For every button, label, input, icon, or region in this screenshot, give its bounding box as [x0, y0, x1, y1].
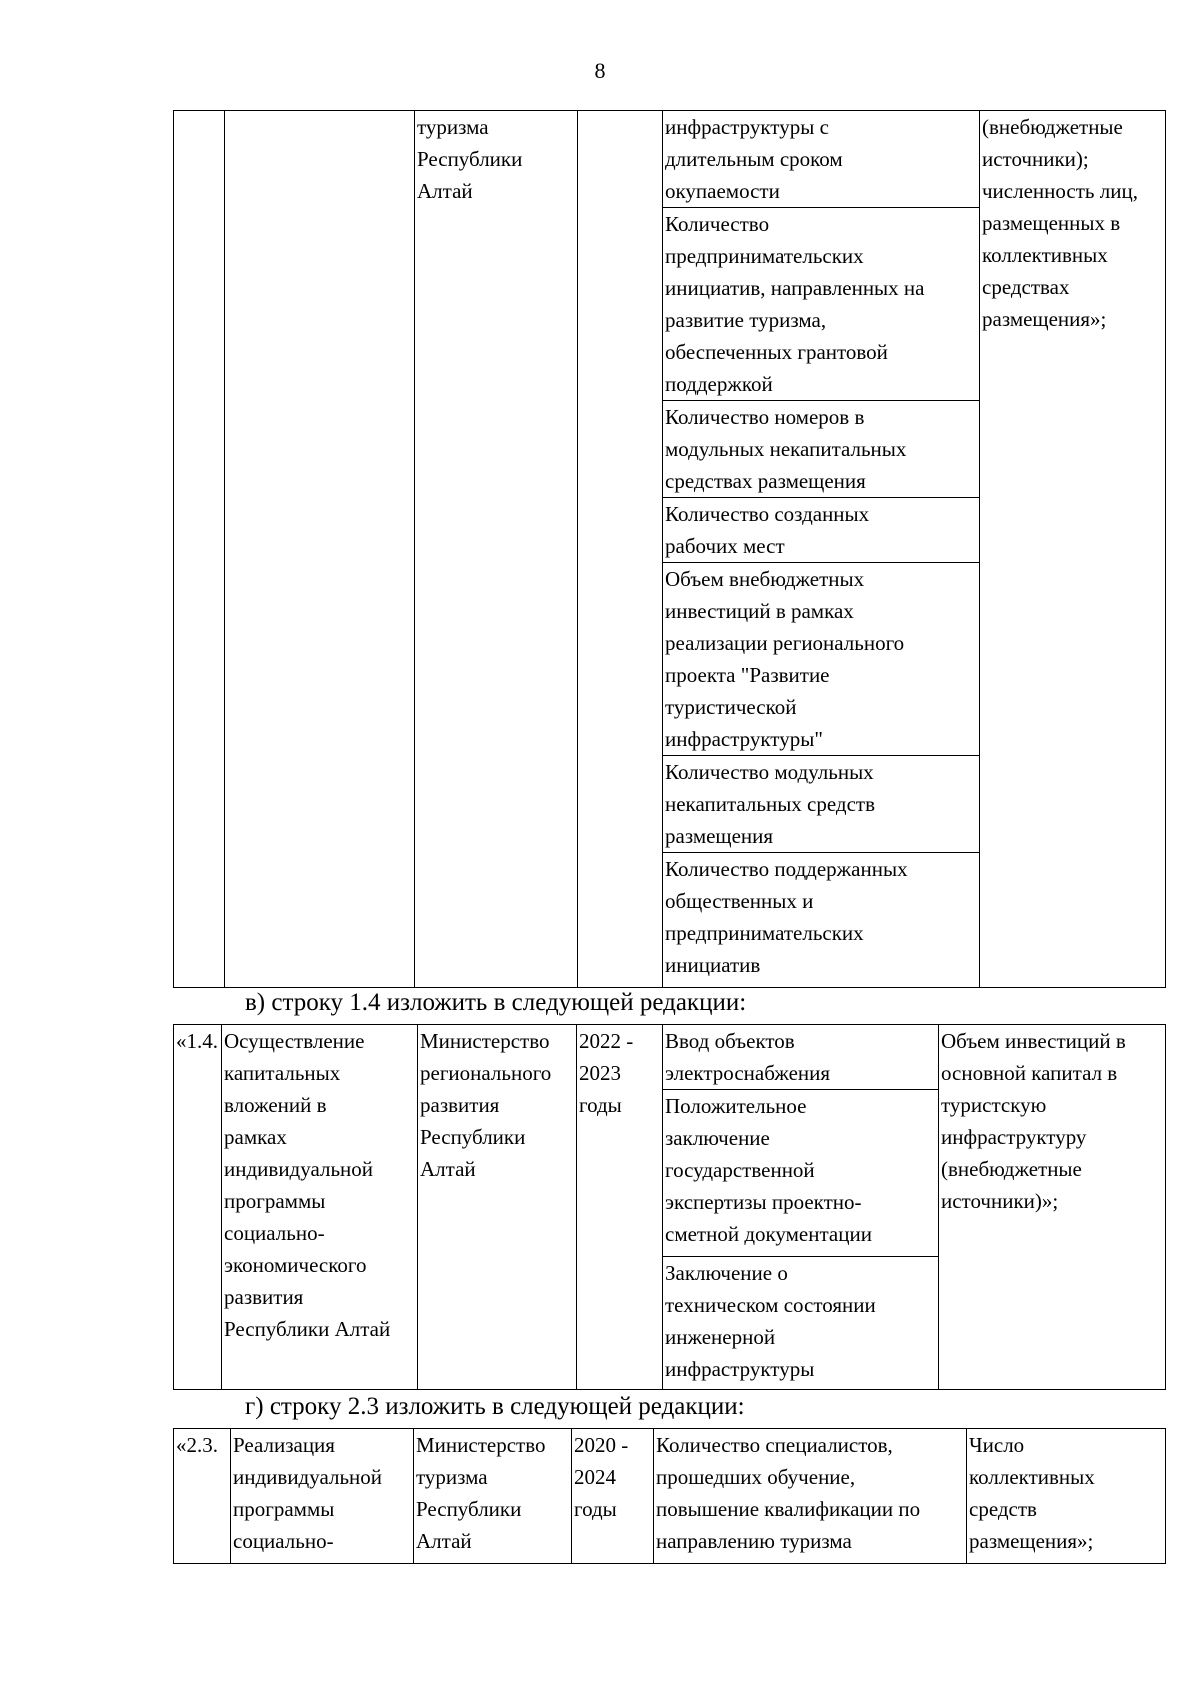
t2-indicator-2: Положительное заключение государственной экспертизы проектно- сметной документации: [663, 1089, 938, 1256]
t1-indicator-4: Количество созданных рабочих мест: [663, 497, 979, 562]
table-row-2-3: [173, 1428, 1166, 1564]
t2-indicators: [663, 1025, 939, 1390]
page-number: 8: [594, 58, 606, 83]
t2-ministry: Министерство регионального развития Республики Алтай: [418, 1025, 577, 1390]
t3-years: 2020 - 2024 годы: [572, 1429, 654, 1564]
t3-ministry: Министерство туризма Республики Алтай: [414, 1429, 572, 1564]
t1-col-result: (внебюджетные источники); численность лиц, размещенных в коллективных средствах размещения»;: [980, 111, 1166, 988]
t1-indicator-3: Количество номеров в модульных некапитальных средствах размещения: [663, 400, 979, 497]
instruction-v: в) строку 1.4 изложить в следующей редакции:: [245, 989, 747, 1016]
t1-indicator-2: Количество предпринимательских инициатив, направленных на развитие туризма, обеспеченных грантовой поддержкой: [663, 207, 979, 400]
t3-number: «2.3.: [174, 1429, 231, 1564]
t2-number: «1.4.: [174, 1025, 222, 1390]
t1-indicator-5: Объем внебюджетных инвестиций в рамках реализации регионального проекта "Развитие туристической инфраструктуры": [663, 562, 979, 755]
t3-result: Число коллективных средств размещения»;: [967, 1429, 1166, 1564]
t2-indicator-1: Ввод объектов электроснабжения: [665, 1029, 831, 1085]
t1-col-number: [174, 111, 225, 988]
t2-years: 2022 - 2023 годы: [577, 1025, 663, 1390]
t2-name: Осуществление капитальных вложений в рамках индивидуальной программы социально- экономического развития Республики Алтай: [222, 1025, 418, 1390]
t3-indicator: Количество специалистов, прошедших обучение, повышение квалификации по направлению туризма: [654, 1429, 967, 1564]
table-continuation: [173, 110, 1166, 988]
instruction-g: г) строку 2.3 изложить в следующей редакции:: [245, 1393, 745, 1420]
t1-col-name: [225, 111, 415, 988]
t1-indicator-1: инфраструктуры с длительным сроком окупаемости: [665, 115, 843, 203]
t1-indicator-7: Количество поддержанных общественных и предпринимательских инициатив: [663, 852, 979, 981]
t2-result: Объем инвестиций в основной капитал в туристскую инфраструктуру (внебюджетные источники)»;: [939, 1025, 1166, 1390]
t1-col-ministry: туризма Республики Алтай: [415, 111, 578, 988]
t1-indicator-6: Количество модульных некапитальных средств размещения: [663, 755, 979, 852]
t3-name: Реализация индивидуальной программы социально-: [231, 1429, 414, 1564]
table-row-1-4: [173, 1024, 1166, 1390]
t1-col-years: [578, 111, 663, 988]
t1-col-indicators: [663, 111, 980, 988]
t2-indicator-3: Заключение о техническом состоянии инженерной инфраструктуры: [663, 1256, 938, 1385]
